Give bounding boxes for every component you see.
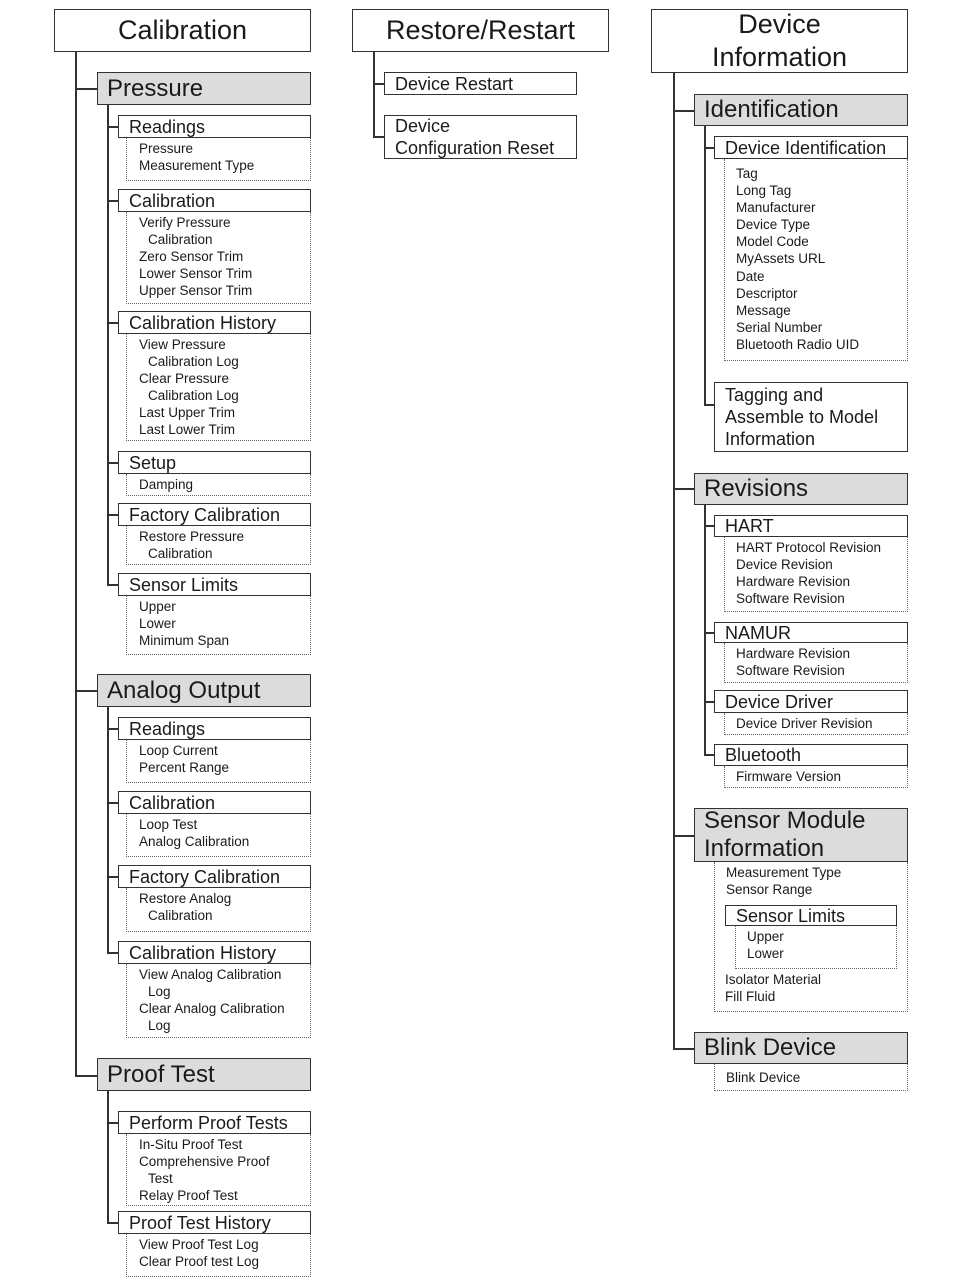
menu-leaf-cont: Calibration Log [148,388,239,404]
tree-line [704,525,714,527]
menu-leaf[interactable]: Zero Sensor Trim [139,249,244,265]
sensor-module-title-line2: Information [704,835,825,862]
menu-leaf[interactable]: Isolator Material [725,972,822,987]
analog-output-title: Analog Output [107,676,261,704]
node-label: Tagging and [725,385,824,405]
analog-calibration-history-items [126,964,311,1038]
device-info-title-line1: Device [738,9,821,39]
restore-restart-header[interactable] [352,9,609,52]
node-label: Readings [129,718,206,739]
menu-leaf[interactable]: Percent Range [139,760,230,776]
tree-line [673,73,675,1049]
menu-leaf[interactable]: Sensor Range [726,882,813,898]
menu-leaf[interactable]: Manufacturer [736,200,816,216]
menu-leaf[interactable]: Loop Test [139,817,198,832]
menu-leaf[interactable]: Message [736,302,791,318]
sensor-module-title-line1: Sensor Module [704,807,866,834]
menu-leaf[interactable]: Model Code [736,234,809,250]
device-driver-items [724,713,908,735]
menu-leaf[interactable]: Last Upper Trim [139,405,236,421]
tree-line [704,147,714,149]
menu-leaf[interactable]: Pressure [139,141,194,156]
tree-line [373,83,384,85]
device-config-reset-node[interactable] [384,115,577,159]
menu-leaf[interactable]: Loop Current [139,743,218,758]
node-label: Calibration [129,190,216,211]
perform-proof-tests-node[interactable] [118,1111,311,1134]
namur-items [724,643,908,683]
analog-readings-items [126,740,311,783]
pressure-sensor-limits-node[interactable] [118,573,311,596]
pressure-sensor-limits-items [126,596,311,655]
menu-leaf[interactable]: Tag [736,166,758,181]
pressure-readings-node[interactable] [118,115,311,138]
node-label: Information [725,429,816,449]
menu-leaf[interactable]: Measurement Type [726,865,842,880]
node-label: Device [395,116,451,136]
menu-leaf[interactable]: Lower Sensor Trim [139,266,253,282]
menu-leaf[interactable]: Device Revision [736,557,833,573]
pressure-title: Pressure [107,74,204,102]
pressure-calibration-history-node[interactable] [118,311,311,334]
menu-leaf[interactable]: In-Situ Proof Test [139,1137,243,1152]
proof-test-section[interactable] [97,1058,311,1091]
node-label: Assemble to Model [725,407,879,427]
identification-title: Identification [704,96,839,123]
menu-leaf[interactable]: Date [736,268,765,284]
menu-leaf-cont: Test [148,1171,173,1187]
tree-line [373,136,384,138]
menu-leaf[interactable]: Comprehensive Proof [139,1154,270,1170]
menu-leaf-cont: Calibration [148,908,213,924]
node-label: Device Driver [725,691,834,712]
menu-leaf[interactable]: MyAssets URL [736,251,826,267]
menu-leaf[interactable]: Damping [139,477,194,492]
restore-restart-title: Restore/Restart [385,15,576,45]
menu-leaf[interactable]: Restore Pressure [139,529,245,544]
device-driver-node[interactable] [714,690,908,713]
tree-line [107,1222,118,1224]
tree-line [107,876,118,878]
menu-leaf[interactable]: Serial Number [736,319,823,335]
tree-line [107,802,118,804]
pressure-factory-calibration-items [126,526,311,565]
menu-leaf[interactable]: Upper [747,929,784,944]
tagging-node[interactable] [714,382,908,452]
device-identification-node[interactable] [714,136,908,159]
analog-output-section[interactable] [97,674,311,707]
menu-leaf[interactable]: Upper Sensor Trim [139,283,253,299]
revisions-title: Revisions [704,475,809,502]
menu-leaf[interactable]: Device Driver Revision [736,716,873,731]
node-label: Device Identification [725,137,887,158]
tree-line [107,952,118,954]
menu-leaf[interactable]: Fill Fluid [725,989,776,1005]
blink-device-title: Blink Device [704,1034,837,1061]
tree-line [75,52,77,1076]
node-label: Factory Calibration [129,866,281,887]
proof-test-history-items [126,1234,311,1277]
menu-leaf-cont: Log [148,984,171,1000]
analog-factory-calibration-items [126,888,311,932]
hart-node[interactable] [714,515,908,537]
node-label: Configuration Reset [395,138,555,158]
pressure-calibration-history-items [126,334,311,441]
analog-factory-calibration-node[interactable] [118,865,311,888]
tree-line [704,404,714,406]
proof-test-history-node[interactable] [118,1211,311,1234]
tree-line [107,462,118,464]
node-label: Device Restart [395,73,514,94]
bluetooth-items [724,766,908,788]
device-restart-node[interactable] [384,72,577,95]
tree-line [75,88,97,90]
node-label: Factory Calibration [129,504,281,525]
menu-leaf[interactable]: Descriptor [736,285,798,301]
menu-leaf[interactable]: Lower [747,946,784,962]
node-label: Readings [129,116,206,137]
tree-line [373,52,375,137]
menu-leaf[interactable]: Clear Proof test Log [139,1254,260,1270]
tree-line [107,126,118,128]
calibration-title: Calibration [117,15,248,45]
tree-line [704,505,706,755]
analog-calibration-history-node[interactable] [118,941,311,964]
tree-line [107,584,118,586]
menu-leaf[interactable]: Clear Pressure [139,371,230,387]
menu-leaf[interactable]: View Proof Test Log [139,1237,259,1252]
calibration-header[interactable] [54,9,311,52]
node-label: Perform Proof Tests [129,1112,288,1133]
pressure-readings-items [126,138,311,181]
menu-leaf[interactable]: Minimum Span [139,633,230,649]
proof-test-title: Proof Test [107,1060,215,1088]
analog-calibration-items [126,814,311,857]
menu-leaf[interactable]: Bluetooth Radio UID [736,336,860,352]
perform-proof-tests-items [126,1134,311,1206]
menu-leaf[interactable]: Software Revision [736,663,845,679]
node-label: Bluetooth [725,745,802,765]
pressure-section[interactable] [97,72,311,105]
tree-line [704,126,706,405]
blink-device-items [714,1064,908,1091]
menu-leaf[interactable]: Clear Analog Calibration [139,1001,285,1017]
tree-line [75,690,97,692]
namur-node[interactable] [714,622,908,643]
sensor-module-limits-node[interactable] [725,905,897,926]
node-label: Sensor Limits [736,905,846,926]
menu-leaf[interactable]: Hardware Revision [736,646,851,661]
menu-leaf[interactable]: Device Type [736,217,811,233]
menu-leaf-cont: Calibration [148,232,213,248]
sensor-module-limits-items [735,926,897,969]
menu-leaf[interactable]: HART Protocol Revision [736,540,882,555]
tree-line [107,728,118,730]
menu-leaf-cont: Calibration [148,546,213,562]
node-label: Calibration [129,792,216,813]
tree-line [107,707,109,953]
device-information-header[interactable] [651,9,908,73]
menu-leaf[interactable]: View Pressure [139,337,226,352]
menu-leaf[interactable]: Measurement Type [139,158,255,174]
node-label: Calibration History [129,312,277,333]
tree-line [107,1091,109,1223]
tree-line [704,701,714,703]
analog-readings-node[interactable] [118,717,311,740]
device-info-title-line2: Information [711,42,848,72]
node-label: Sensor Limits [129,574,239,595]
pressure-setup-items [126,474,311,496]
menu-leaf[interactable]: Hardware Revision [736,574,851,590]
menu-leaf-cont: Log [148,1018,171,1034]
analog-calibration-node[interactable] [118,791,311,814]
menu-leaf[interactable]: Analog Calibration [139,834,250,850]
hart-items [724,537,908,612]
menu-leaf[interactable]: View Analog Calibration [139,967,282,982]
sensor-module-section[interactable] [694,808,908,862]
bluetooth-node[interactable] [714,744,908,766]
revisions-section[interactable] [694,473,908,505]
tree-line [673,488,694,490]
menu-leaf[interactable]: Relay Proof Test [139,1188,238,1204]
tree-line [107,514,118,516]
sensor-module-items-bottom [714,971,908,1005]
tree-line [107,200,118,202]
node-label: NAMUR [725,622,791,643]
menu-leaf[interactable]: Blink Device [726,1070,801,1085]
tree-line [107,105,109,585]
tree-line [107,322,118,324]
menu-leaf[interactable]: Upper [139,599,176,614]
menu-leaf[interactable]: Verify Pressure [139,215,231,230]
tree-line [673,110,694,112]
pressure-setup-node[interactable] [118,451,311,474]
menu-leaf[interactable]: Software Revision [736,591,845,607]
node-label: Proof Test History [129,1212,271,1233]
menu-leaf[interactable]: Lower [139,616,176,632]
device-identification-items [724,159,908,361]
identification-section[interactable] [694,94,908,126]
tree-line [704,754,714,756]
menu-leaf-cont: Calibration Log [148,354,239,370]
blink-device-section[interactable] [694,1032,908,1064]
node-label: Calibration History [129,942,277,963]
pressure-calibration-items [126,212,311,304]
pressure-factory-calibration-node[interactable] [118,503,311,526]
node-label: HART [725,516,774,536]
menu-leaf[interactable]: Last Lower Trim [139,422,236,438]
menu-leaf[interactable]: Long Tag [736,183,792,199]
tree-line [673,1048,694,1050]
tree-line [704,632,714,634]
tree-line [75,1075,97,1077]
tree-line [107,1122,118,1124]
pressure-calibration-node[interactable] [118,189,311,212]
menu-leaf[interactable]: Firmware Version [736,769,842,784]
menu-leaf[interactable]: Restore Analog [139,891,232,906]
node-label: Setup [129,452,177,473]
tree-line [673,835,694,837]
